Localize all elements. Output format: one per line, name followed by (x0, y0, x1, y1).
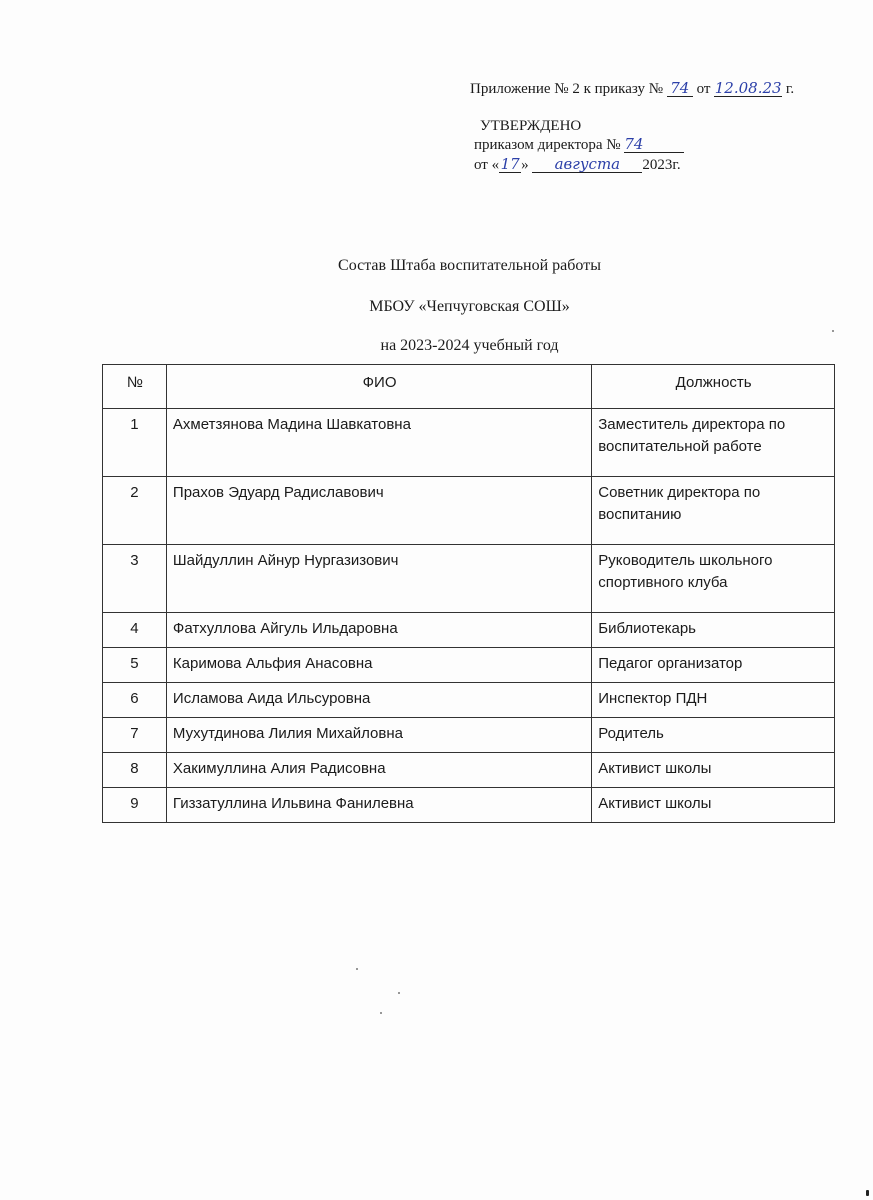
row-number: 7 (103, 718, 167, 753)
table-row (103, 545, 835, 613)
row-number: 8 (103, 753, 167, 788)
table-row (103, 613, 835, 648)
row-name: Ахметзянова Мадина Шавкатовна (166, 409, 591, 477)
appendix-suffix: г. (785, 81, 795, 97)
appendix-line (470, 80, 794, 98)
approved-label: УТВЕРЖДЕНО (480, 118, 582, 134)
order-prefix: приказом директора № (474, 137, 621, 153)
scan-edge-mark (866, 1190, 869, 1196)
row-number: 5 (103, 648, 167, 683)
date-prefix: от « (474, 157, 500, 173)
row-number: 4 (103, 613, 167, 648)
row-name: Исламова Аида Ильсуровна (166, 683, 591, 718)
table-row (103, 409, 835, 477)
row-name: Фатхуллова Айгуль Ильдаровна (166, 613, 591, 648)
row-name: Каримова Альфия Анасовна (166, 648, 591, 683)
row-position: Заместитель директора по воспитательной работе (592, 409, 835, 477)
row-name: Шайдуллин Айнур Нургазизович (166, 545, 591, 613)
row-number: 3 (103, 545, 167, 613)
header-name: ФИО (166, 365, 591, 409)
order-line (474, 136, 684, 154)
row-position: Педагог организатор (592, 648, 835, 683)
row-number: 9 (103, 788, 167, 823)
row-name: Прахов Эдуард Радиславович (166, 477, 591, 545)
date-month: августа (532, 156, 642, 173)
order-date-line (474, 156, 681, 174)
row-position: Библиотекарь (592, 613, 835, 648)
date-mid: » (521, 157, 529, 173)
appendix-date: 12.08.23 (714, 79, 782, 97)
appendix-from: от (696, 81, 711, 97)
row-position: Активист школы (592, 788, 835, 823)
scan-speck (380, 1012, 382, 1014)
staff-table (102, 364, 835, 823)
row-position: Активист школы (592, 753, 835, 788)
table-row (103, 753, 835, 788)
appendix-order-number: 74 (667, 80, 693, 97)
table-row (103, 683, 835, 718)
table-row (103, 718, 835, 753)
header-number: № (103, 365, 167, 409)
scan-speck (356, 968, 358, 970)
row-position: Инспектор ПДН (592, 683, 835, 718)
order-number: 74 (624, 136, 684, 153)
row-position: Советник директора по воспитанию (592, 477, 835, 545)
title-line-2: МБОУ «Чепчуговская СОШ» (369, 298, 570, 315)
date-day: 17 (500, 155, 520, 173)
row-number: 6 (103, 683, 167, 718)
title-line-1: Состав Штаба воспитательной работы (338, 257, 601, 274)
row-name: Хакимуллина Алия Радисовна (166, 753, 591, 788)
header-position: Должность (592, 365, 835, 409)
scan-speck (398, 992, 400, 994)
scan-speck (832, 330, 834, 332)
row-position: Руководитель школьного спортивного клуба (592, 545, 835, 613)
table-row (103, 648, 835, 683)
table-row (103, 788, 835, 823)
row-name: Гиззатуллина Ильвина Фанилевна (166, 788, 591, 823)
title-line-3: на 2023-2024 учебный год (380, 337, 559, 354)
appendix-prefix: Приложение № 2 к приказу № (470, 81, 664, 97)
row-number: 2 (103, 477, 167, 545)
row-position: Родитель (592, 718, 835, 753)
table-header-row (103, 365, 835, 409)
table-row (103, 477, 835, 545)
row-number: 1 (103, 409, 167, 477)
row-name: Мухутдинова Лилия Михайловна (166, 718, 591, 753)
date-year: 2023г. (642, 157, 681, 173)
